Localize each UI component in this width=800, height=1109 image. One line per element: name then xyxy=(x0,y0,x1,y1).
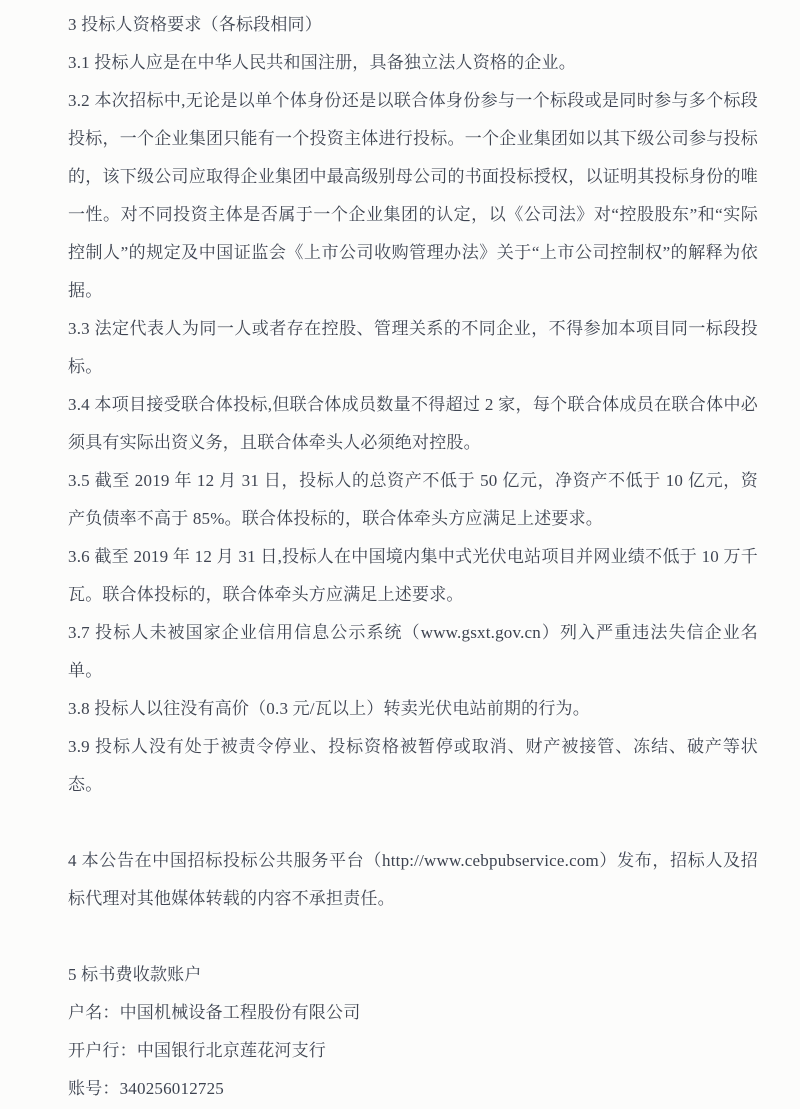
clause-3-9: 3.9 投标人没有处于被责令停业、投标资格被暂停或取消、财产被接管、冻结、破产等状态。 xyxy=(68,737,758,794)
account-number-row xyxy=(68,1070,758,1108)
section4-paragraph: 4 本公告在中国招标投标公共服务平台（http://www.cebpubservice.com）发布，招标人及招标代理对其他媒体转载的内容不承担责任。 xyxy=(68,851,758,908)
bank-branch-label: 开户行： xyxy=(68,1041,137,1060)
clause-3-7: 3.7 投标人未被国家企业信用信息公示系统（www.gsxt.gov.cn）列入严重违法失信企业名单。 xyxy=(68,623,758,680)
clause-3-2: 3.2 本次招标中,无论是以单个体身份还是以联合体身份参与一个标段或是同时参与多个标段投标，一个企业集团只能有一个投资主体进行投标。一个企业集团如以其下级公司参与投标的，该下级公司应取得企业集团中最高级别母公司的书面投标授权，以证明其投标身份的唯一性。对不同投资主体是否属于一个企业集团的认定，以《公司法》对“控股股东”和“实际控制人”的规定及中国证监会《上市公司收购管理办法》关于“上市公司控制权”的解释为依据。 xyxy=(68,91,758,300)
bank-branch-row xyxy=(68,1032,758,1070)
clause-3-8: 3.8 投标人以往没有高价（0.3 元/瓦以上）转卖光伏电站前期的行为。 xyxy=(68,699,590,718)
bank-branch-value: 中国银行北京莲花河支行 xyxy=(136,1041,327,1060)
account-name-row xyxy=(68,994,758,1032)
account-number-value: 340256012725 xyxy=(119,1079,225,1098)
account-name-value: 中国机械设备工程股份有限公司 xyxy=(119,1003,361,1022)
clause-3-3: 3.3 法定代表人为同一人或者存在控股、管理关系的不同企业，不得参加本项目同一标段投标。 xyxy=(68,319,758,376)
section3-heading: 3 投标人资格要求（各标段相同） xyxy=(68,15,322,34)
account-number-label: 账号： xyxy=(68,1079,120,1098)
section5-heading: 5 标书费收款账户 xyxy=(68,965,202,984)
account-name-label: 户名： xyxy=(68,1003,120,1022)
clause-3-1: 3.1 投标人应是在中华人民共和国注册，具备独立法人资格的企业。 xyxy=(68,53,576,72)
clause-3-6: 3.6 截至 2019 年 12 月 31 日,投标人在中国境内集中式光伏电站项目并网业绩不低于 10 万千瓦。联合体投标的，联合体牵头方应满足上述要求。 xyxy=(68,547,758,604)
clause-3-4: 3.4 本项目接受联合体投标,但联合体成员数量不得超过 2 家，每个联合体成员在联合体中必须具有实际出资义务，且联合体牵头人必须绝对控股。 xyxy=(68,395,758,452)
clause-3-5: 3.5 截至 2019 年 12 月 31 日，投标人的总资产不低于 50 亿元，净资产不低于 10 亿元，资产负债率不高于 85%。联合体投标的，联合体牵头方应满足上述要求。 xyxy=(68,471,758,528)
